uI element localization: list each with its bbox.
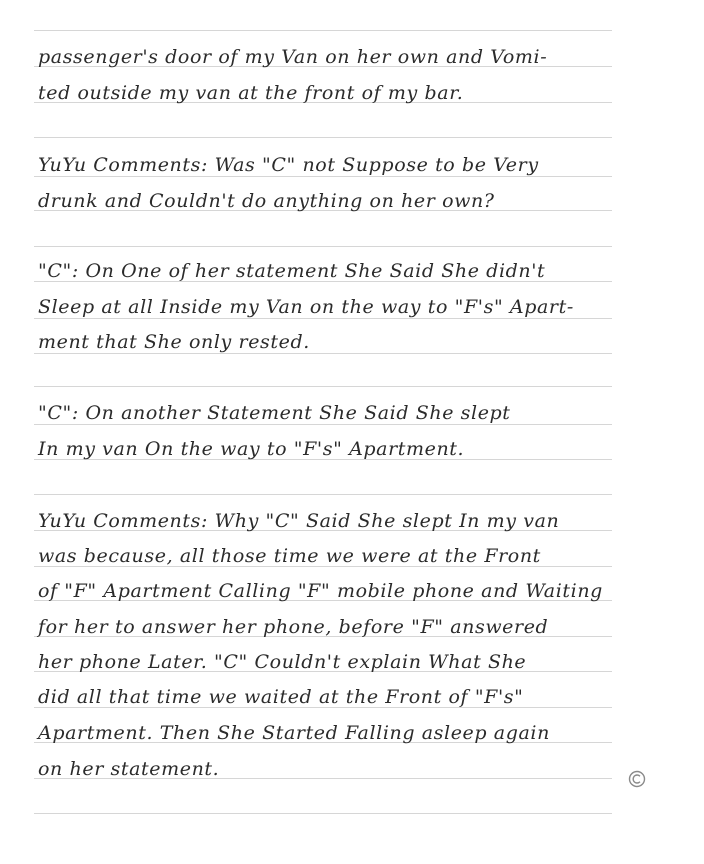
ruled-line [34,494,612,495]
text-line: passenger's door of my Van on her own and Vomi- [38,46,548,68]
text-line: of "F" Apartment Calling "F" mobile phone and Waiting [38,580,603,602]
ruled-line [34,137,612,138]
ruled-line [34,176,612,177]
text-line: "C": On another Statement She Said She slept [38,402,511,424]
ruled-line [34,386,612,387]
text-line: drunk and Couldn't do anything on her own? [38,190,495,212]
ruled-line [34,318,612,319]
circled-c-mark [628,770,646,788]
text-line: on her statement. [38,758,220,780]
text-line: for her to answer her phone, before "F" answered [38,616,549,638]
text-line: YuYu Comments: Was "C" not Suppose to be Very [38,154,539,176]
ruled-line [34,353,612,354]
text-line: ment that She only rested. [38,331,310,353]
ruled-line [34,813,612,814]
text-line: did all that time we waited at the Front of "F's" [38,686,524,708]
text-line: her phone Later. "C" Couldn't explain What She [38,651,527,673]
ruled-line [34,424,612,425]
text-line: Apartment. Then She Started Falling asleep again [38,722,550,744]
text-line: was because, all those time we were at the Front [38,545,541,567]
text-line: YuYu Comments: Why "C" Said She slept In my van [38,510,560,532]
text-line: In my van On the way to "F's" Apartment. [38,438,465,460]
text-line: "C": On One of her statement She Said She didn't [38,260,546,282]
text-line: ted outside my van at the front of my bar. [38,82,464,104]
ruled-line [34,246,612,247]
ruled-line [34,30,612,31]
text-line: Sleep at all Inside my Van on the way to "F's" Apart- [38,296,574,318]
